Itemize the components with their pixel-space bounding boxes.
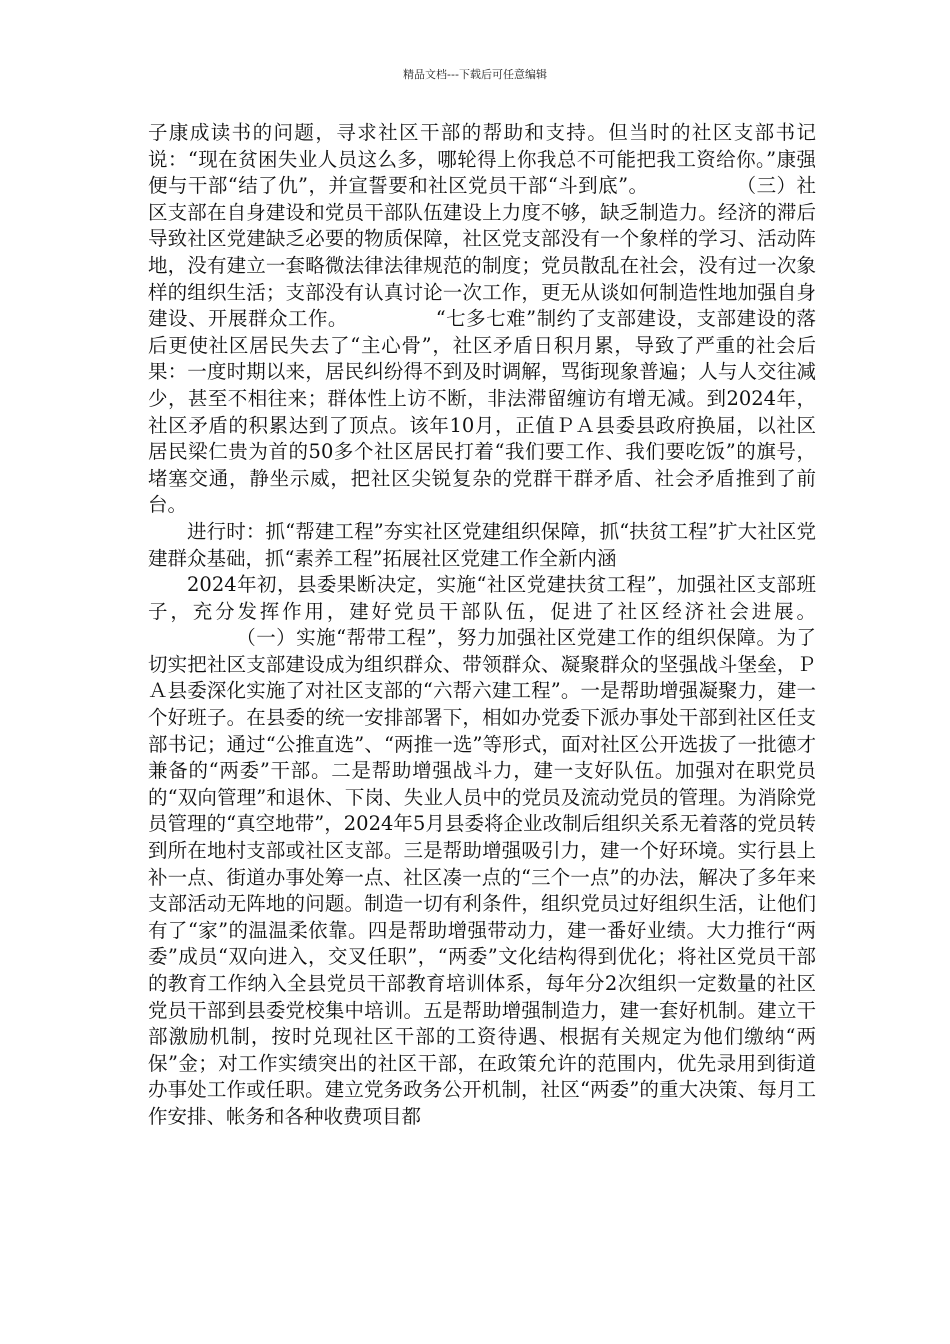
paragraph-1-part-c: “七多七难”制约了支部建设，支部建设的落后更使社区居民失去了“主心骨”，社区矛盾日积月累，导致了严重的社会后果：一度时期以来，居民纠纷得不到及时调解，骂街现象普遍；人与人交往减少，甚至不相往来；群体性上访不断，非法滞留缠访有增无减。到2024年，社区矛盾的积累达到了顶点。该年10月，正值ＰＡ县委县政府换届，以社区居民梁仁贵为首的50多个社区居民打着“我们要工作、我们要吃饭”的旗号，堵塞交通，静坐示威，把社区尖锐复杂的党群干群矛盾、社会矛盾推到了前台。 [148,307,816,517]
paragraph-1-part-b: （三）社区支部在自身建设和党员干部队伍建设上力度不够，缺乏制造力。经济的滞后导致社区党建缺乏必要的物质保障，社区党支部没有一个象样的学习、活动阵地，没有建立一套略微法律法律规范的制度；党员散乱在社会，没有过一次象样的组织生活；支部没有认真讨论一次工作，更无从谈如何制造性地加强自身建设、开展群众工作。 [148,174,816,331]
page-header: 精品文档---下载后可任意编辑 [403,68,547,81]
paragraph-3 [148,572,816,1130]
document-body [148,120,816,1131]
paragraph-2: 进行时：抓“帮建工程”夯实社区党建组织保障，抓“扶贫工程”扩大社区党建群众基础，抓“素养工程”拓展社区党建工作全新内涵 [148,519,816,570]
paragraph-1 [148,120,816,519]
paragraph-3-part-a: 2024年初，县委果断决定，实施“社区党建扶贫工程”，加强社区支部班子，充分发挥作用，建好党员干部队伍，促进了社区经济社会进展。 [148,573,816,623]
paragraph-3-part-b: （一）实施“帮带工程”，努力加强社区党建工作的组织保障。为了切实把社区支部建设成为组织群众、带领群众、凝聚群众的坚强战斗堡垒，ＰＡ县委深化实施了对社区支部的“六帮六建工程”。一是帮助增强凝聚力，建一个好班子。在县委的统一安排部署下，相如办党委下派办事处干部到社区任支部书记；通过“公推直选”、“两推一选”等形式，面对社区公开选拔了一批德才兼备的“两委”干部。二是帮助增强战斗力，建一支好队伍。加强对在职党员的“双向管理”和退休、下岗、失业人员中的党员及流动党员的管理。为消除党员管理的“真空地带”，2024年5月县委将企业改制后组织关系无着落的党员转到所在地村支部或社区支部。三是帮助增强吸引力，建一个好环境。实行县上补一点、街道办事处筹一点、社区凑一点的“三个一点”的办法，解决了多年来支部活动无阵地的问题。制造一切有利条件，组织党员过好组织生活，让他们有了“家”的温温柔依靠。四是帮助增强带动力，建一番好业绩。大力推行“两委”成员“双向进入，交叉任职”，“两委”文化结构得到优化；将社区党员干部的教育工作纳入全县党员干部教育培训体系，每年分2次组织一定数量的社区党员干部到县委党校集中培训。五是帮助增强制造力，建一套好机制。建立干部激励机制，按时兑现社区干部的工资待遇、根据有关规定为他们缴纳“两保”金；对工作实绩突出的社区干部，在政策允许的范围内，优先录用到街道办事处工作或任职。建立党务政务公开机制，社区“两委”的重大决策、每月工作安排、帐务和各种收费项目都 [148,626,816,1128]
paragraph-1-part-a: 子康成读书的问题，寻求社区干部的帮助和支持。但当时的社区支部书记说：“现在贫困失业人员这么多，哪轮得上你我总不可能把我工资给你。”康强便与干部“结了仇”，并宣誓要和社区党员干部“斗到底”。 [148,121,816,198]
